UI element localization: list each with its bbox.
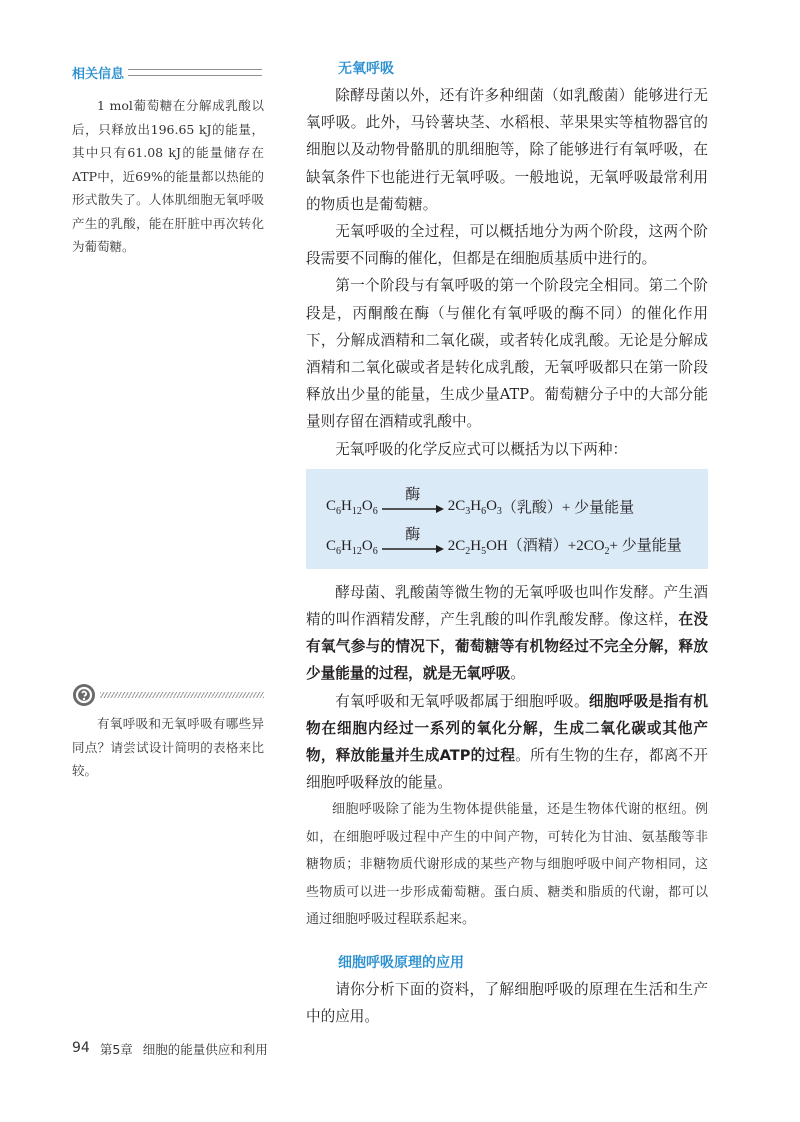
paragraph-5: 酵母菌、乳酸菌等微生物的无氧呼吸也叫作发酵。产生酒精的叫作酒精发酵，产生乳酸的叫作乳酸发酵。像这样，在没有氧气参与的情况下，葡萄糖等有机物经过不完全分解，释放少量能量的过程，就是无氧呼吸。: [306, 583, 708, 683]
question-heading: [72, 682, 264, 708]
heading-rule: [128, 69, 262, 76]
section-heading-application: 细胞呼吸原理的应用: [338, 954, 464, 971]
chapter-title: 细胞的能量供应和利用: [142, 1042, 268, 1057]
definition-anaerobic: 在没有氧气参与的情况下，葡萄糖等有机物经过不完全分解，释放少量能量的过程，就是无氧呼吸: [306, 611, 708, 683]
related-info-text: 1 mol葡萄糖在分解成乳酸以后，只释放出196.65 kJ的能量，其中只有61.08 kJ的能量储存在ATP中，近69%的能量都以热能的形式散失了。人体肌细胞无氧呼吸产生的乳酸，能在肝脏中再次转化为葡萄糖。: [72, 98, 264, 254]
paragraph-7: 细胞呼吸除了能为生物体提供能量，还是生物体代谢的枢纽。例如，在细胞呼吸过程中产生的中间产物，可转化为甘油、氨基酸等非糖物质；非糖物质代谢形成的某些产物与细胞呼吸中间产物相同，这些物质可以进一步形成葡萄糖。蛋白质、糖类和脂质的代谢，都可以通过细胞呼吸过程联系起来。: [306, 802, 708, 928]
main-column: [306, 56, 708, 1030]
glucose-formula: $C_6H_{12}O_6$: [326, 537, 378, 557]
question-rule: [100, 692, 264, 698]
equation-lactic: [326, 483, 634, 517]
reaction-arrow: [382, 524, 444, 557]
glucose-formula: $C_6H_{12}O_6$: [326, 497, 378, 517]
related-info-label: 相关信息: [72, 66, 125, 82]
enzyme-label: 酶: [405, 484, 421, 503]
equation-box: [306, 469, 708, 569]
alcohol-product-text: （酒精）$+2CO_2+$ 少量能量: [507, 537, 682, 557]
reaction-arrow: [382, 484, 444, 517]
paragraph-2: 无氧呼吸的全过程，可以概括地分为两个阶段，这两个阶段需要不同酶的催化，但都是在细胞质基质中进行的。: [306, 223, 708, 268]
ethanol-formula: $2C_2H_5OH$: [447, 537, 508, 557]
section-heading-anaerobic: 无氧呼吸: [338, 61, 394, 77]
page-number: 94: [72, 1040, 90, 1056]
question-icon: [72, 683, 96, 707]
chapter-number: 第5章: [99, 1042, 133, 1057]
paragraph-1: 除酵母菌以外，还有许多种细菌（如乳酸菌）能够进行无氧呼吸。此外，马铃薯块茎、水稻根、苹果果实等植物器官的细胞以及动物骨骼肌的肌细胞等，除了能够进行有氧呼吸，在缺氧条件下也能进行无氧呼吸。一般地说，无氧呼吸最常利用的物质也是葡萄糖。: [306, 87, 708, 213]
lactic-acid-formula: $2C_3H_6O_3$: [447, 497, 502, 517]
question-text: 有氧呼吸和无氧呼吸有哪些异同点？请尝试设计简明的表格来比较。: [72, 716, 264, 778]
paragraph-3: 第一个阶段与有氧呼吸的第一个阶段完全相同。第二个阶段是，丙酮酸在酶（与催化有氧呼吸的酶不同）的催化作用下，分解成酒精和二氧化碳，或者转化成乳酸。无论是分解成酒精和二氧化碳或者是转化成乳酸，无氧呼吸都只在第一阶段释放出少量的能量，生成少量ATP。葡萄糖分子中的大部分能量则存留在酒精或乳酸中。: [306, 277, 708, 431]
equation-alcohol: [326, 523, 682, 557]
paragraph-4: 无氧呼吸的化学反应式可以概括为以下两种：: [335, 440, 628, 458]
enzyme-label: 酶: [405, 524, 421, 543]
lactic-product-text: （乳酸）+ 少量能量: [501, 499, 635, 516]
related-info-heading: [72, 62, 262, 82]
paragraph-8: 请你分析下面的资料，了解细胞呼吸的原理在生活和生产中的应用。: [306, 980, 708, 1026]
paragraph-6: 有氧呼吸和无氧呼吸都属于细胞呼吸。细胞呼吸是指有机物在细胞内经过一系列的氧化分解，生成二氧化碳或其他产物，释放能量并生成ATP的过程。所有生物的生存，都离不开细胞呼吸释放的能量。: [306, 692, 708, 792]
page-footer: [72, 1040, 268, 1058]
definition-cell-respiration: 细胞呼吸是指有机物在细胞内经过一系列的氧化分解，生成二氧化碳或其他产物，释放能量并生成ATP的过程: [306, 692, 708, 765]
